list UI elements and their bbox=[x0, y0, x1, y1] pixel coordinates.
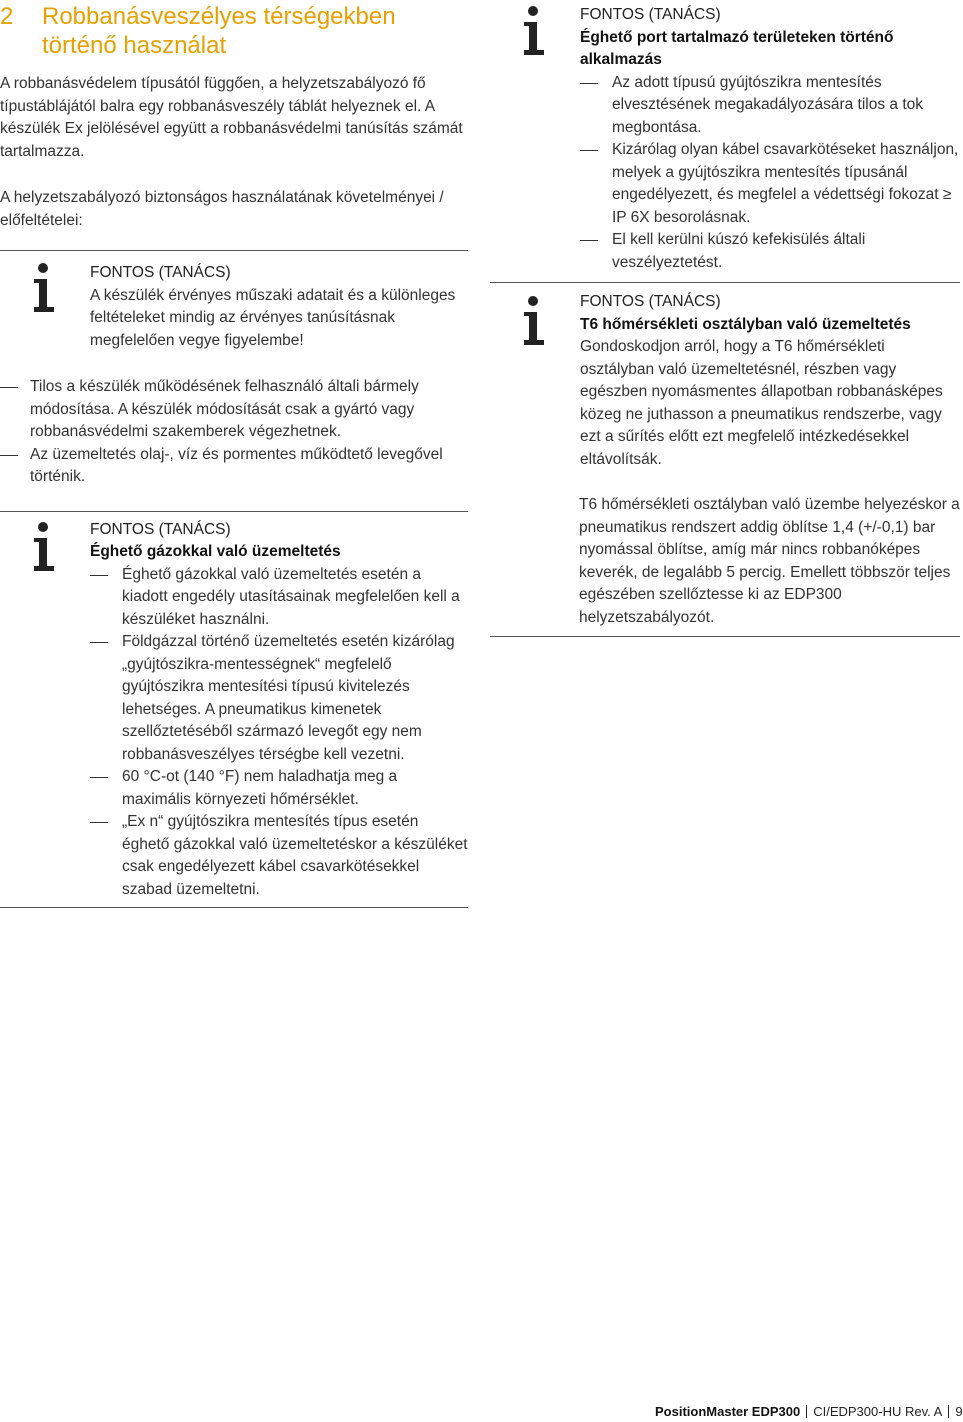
list-item: Tilos a készülék működésének felhasználó általi bármely módosítása. A készülék módosítását csak a gyártó vagy robbanásvédelmi szakemberek végezhetnek. bbox=[0, 376, 468, 444]
note-label: FONTOS (TANÁCS) bbox=[580, 6, 721, 23]
note-body: A készülék érvényes műszaki adatait és a különleges feltételeket mindig az érvényes tanúsításnak megfelelően vegye figyelembe! bbox=[90, 286, 456, 349]
list-item: 60 °C-ot (140 °F) nem haladhatja meg a maximális környezeti hőmérséklet. bbox=[90, 766, 468, 811]
info-icon bbox=[34, 263, 56, 319]
note-subtitle: Éghető gázokkal való üzemeltetés bbox=[90, 543, 341, 560]
note-list bbox=[90, 564, 468, 902]
list-item: Kizárólag olyan kábel csavarkötéseket használjon, melyek a gyújtószikra mentesítés típusánál engedélyezett, és megfelel a védettségi fokozat ≥ IP 6X besorolásnak. bbox=[580, 139, 960, 229]
t6-paragraph: T6 hőmérsékleti osztályban való üzembe helyezéskor a pneumatikus rendszert addig öblítse 1,4 (+/-0,1) bar nyomással öblítse, amíg már nincs robbanóképes keverék, de legalább 5 percig. Emellett többször teljes egészében szellőztesse ki az EDP300 helyzetszabályozót. bbox=[579, 496, 960, 626]
list-item: Éghető gázokkal való üzemeltetés esetén a kiadott engedély utasításainak megfelelően kell a készüléket használni. bbox=[90, 564, 468, 632]
list-item: „Ex n“ gyújtószikra mentesítés típus esetén éghető gázokkal való üzemeltetéskor a készüléket csak engedélyezett kábel csavarkötésekkel szabad üzemeltetni. bbox=[90, 811, 468, 901]
note-important-3 bbox=[490, 0, 960, 282]
note-list bbox=[580, 72, 960, 275]
section-title: Robbanásveszélyes térségekben történő használat bbox=[42, 3, 396, 59]
section-heading bbox=[0, 0, 468, 60]
footer-doc-id: CI/EDP300-HU Rev. A bbox=[813, 1404, 943, 1419]
divider bbox=[0, 907, 468, 908]
note-important-1 bbox=[0, 251, 468, 352]
divider bbox=[490, 636, 960, 637]
note-body: Gondoskodjon arról, hogy a T6 hőmérsékleti osztályban való üzemeltetésnél, részben vagy egészben nyomásmentes állapotban robbanásképes közeg ne juthasson a pneumatikus rendszerbe, vagy ezt a sűrítés előtt ezt megfelelő intézkedésekkel eltávolítsák. bbox=[580, 338, 943, 468]
list-item: Az üzemeltetés olaj-, víz és pormentes működtető levegővel történik. bbox=[0, 444, 468, 489]
intro-paragraph: A robbanásvédelem típusától függően, a helyzetszabályozó fő típustáblájától balra egy robbanásveszély táblát helyeznek el. A készülék Ex jelölésével együtt a robbanásvédelmi tanúsítás számát tartalmazza. bbox=[0, 75, 463, 160]
note-label: FONTOS (TANÁCS) bbox=[580, 293, 721, 310]
section-number: 2 bbox=[0, 3, 14, 30]
right-column bbox=[490, 0, 960, 637]
list-item: Földgázzal történő üzemeltetés esetén kizárólag „gyújtószikra-mentességnek“ megfelelő gyújtószikra mentesítési típusú kivitelezés lehetséges. A pneumatikus kimenetek szellőztetéséből származó levegőt egy nem robbanásveszélyes térségbe kell vezetni. bbox=[90, 631, 468, 766]
page-footer bbox=[655, 1404, 963, 1420]
info-icon bbox=[524, 296, 546, 352]
page-number: 9 bbox=[955, 1404, 963, 1419]
note-important-2 bbox=[0, 512, 468, 908]
note-important-4 bbox=[490, 283, 960, 471]
requirements-lead: A helyzetszabályozó biztonságos használatának követelményei / előfeltételei: bbox=[0, 189, 444, 229]
note-label: FONTOS (TANÁCS) bbox=[90, 264, 231, 281]
note-label: FONTOS (TANÁCS) bbox=[90, 520, 231, 538]
list-item: Az adott típusú gyújtószikra mentesítés elvesztésének megakadályozására tilos a tok megbontása. bbox=[580, 72, 960, 140]
note-subtitle: T6 hőmérsékleti osztályban való üzemeltetés bbox=[580, 315, 911, 333]
requirements-list bbox=[0, 376, 468, 489]
footer-product: PositionMaster EDP300 bbox=[655, 1404, 801, 1419]
footer-separator bbox=[948, 1405, 949, 1418]
footer-separator bbox=[806, 1405, 807, 1418]
left-column bbox=[0, 0, 468, 908]
note-subtitle: Éghető port tartalmazó területeken történő alkalmazás bbox=[580, 28, 894, 68]
list-item: El kell kerülni kúszó kefekisülés általi veszélyeztetést. bbox=[580, 229, 960, 274]
info-icon bbox=[524, 6, 546, 62]
info-icon bbox=[34, 522, 56, 578]
